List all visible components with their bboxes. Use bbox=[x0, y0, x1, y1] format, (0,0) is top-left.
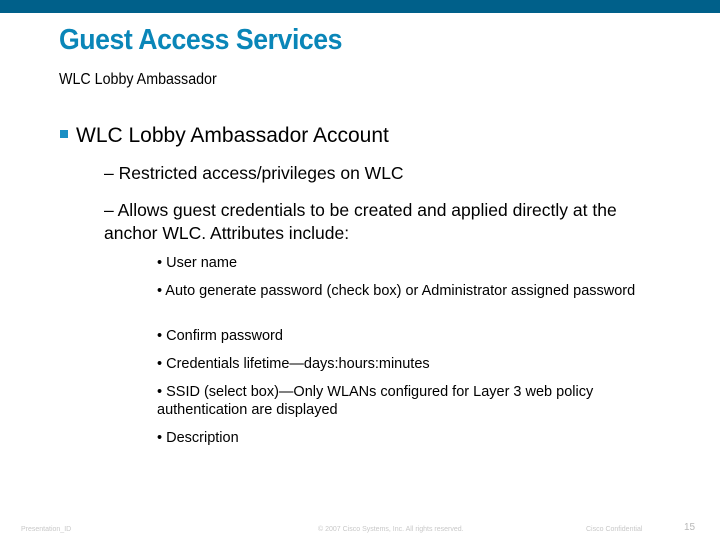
attribute-item-username: • User name bbox=[157, 255, 238, 271]
attribute-item-confirm-password: • Confirm password bbox=[157, 328, 283, 344]
attribute-item-ssid: • SSID (select box)—Only WLANs configured for Layer 3 web policy authentication are displayed bbox=[157, 384, 594, 418]
footer-confidential: Cisco Confidential bbox=[586, 526, 643, 533]
square-bullet-icon bbox=[60, 130, 68, 138]
level1-bullet bbox=[60, 124, 389, 148]
level1-text: WLC Lobby Ambassador Account bbox=[76, 124, 389, 147]
slide-title: Guest Access Services bbox=[59, 24, 343, 56]
top-banner-bar bbox=[0, 0, 720, 13]
footer-presentation-id: Presentation_ID bbox=[21, 526, 72, 533]
attribute-item-credentials-lifetime: • Credentials lifetime—days:hours:minutes bbox=[157, 356, 430, 372]
slide-subtitle: WLC Lobby Ambassador bbox=[59, 71, 217, 88]
level2-item-restricted: – Restricted access/privileges on WLC bbox=[104, 163, 404, 183]
page-number: 15 bbox=[684, 522, 696, 533]
level2-item-allows: – Allows guest credentials to be created and applied directly at the anchor WLC. Attributes include: bbox=[104, 200, 617, 243]
footer-copyright: © 2007 Cisco Systems, Inc. All rights reserved. bbox=[318, 526, 464, 533]
attribute-item-autogen-password: • Auto generate password (check box) or Administrator assigned password bbox=[157, 283, 636, 299]
attribute-item-description: • Description bbox=[157, 430, 239, 446]
